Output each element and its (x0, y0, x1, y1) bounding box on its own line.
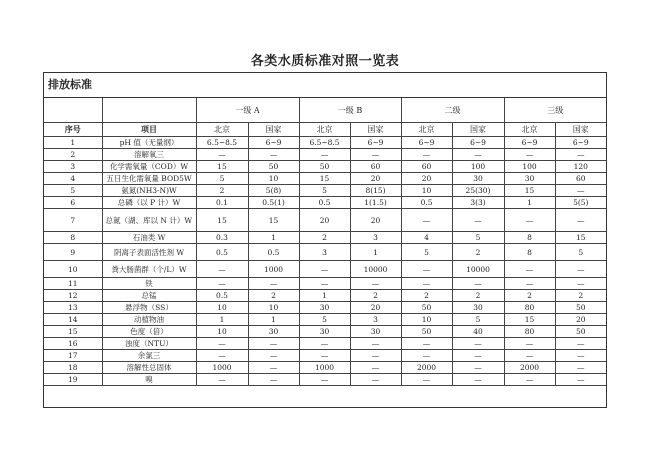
value-national: — (555, 209, 606, 232)
column-header-beijing: 北京 (401, 123, 452, 137)
row-number: 1 (44, 137, 102, 149)
row-item: 石油类 W (102, 232, 196, 244)
value-national: — (555, 374, 606, 386)
row-item: 五日生化需氧量 BOD5W (102, 173, 196, 185)
value-national: 25(30) (452, 185, 504, 197)
value-beijing: — (401, 209, 452, 232)
value-beijing: 0.3 (196, 232, 248, 244)
value-national: — (350, 362, 401, 374)
header-blank-item (102, 98, 196, 123)
value-beijing: 2 (196, 185, 248, 197)
value-national: — (350, 278, 401, 290)
row-number: 8 (44, 232, 102, 244)
value-national: 10 (248, 302, 299, 314)
value-national: 30 (452, 173, 504, 185)
value-national: — (452, 149, 504, 161)
table-row (44, 185, 606, 197)
sub-header-row (44, 123, 606, 137)
value-national: — (248, 149, 299, 161)
table-row (44, 261, 606, 278)
value-national: 5 (555, 244, 606, 261)
table-row (44, 350, 606, 362)
value-beijing: — (299, 350, 350, 362)
standards-table (44, 98, 606, 386)
value-national: 10 (248, 173, 299, 185)
value-beijing: — (299, 338, 350, 350)
value-beijing: 2000 (504, 362, 555, 374)
value-national: 3 (350, 314, 401, 326)
value-national: 60 (350, 161, 401, 173)
row-item: 化学需氧量（COD）W (102, 161, 196, 173)
value-national: — (248, 374, 299, 386)
row-number: 18 (44, 362, 102, 374)
value-beijing: — (196, 374, 248, 386)
value-national: 6~9 (452, 137, 504, 149)
value-beijing: 30 (299, 326, 350, 338)
table-row (44, 197, 606, 209)
row-item: 阴离子表面活性剂 W (102, 244, 196, 261)
value-national: 5(5) (555, 197, 606, 209)
value-beijing: 0.5 (196, 244, 248, 261)
value-beijing: 10 (401, 314, 452, 326)
value-beijing: 80 (504, 302, 555, 314)
grade-header-3: 三级 (504, 98, 606, 123)
value-national: — (555, 350, 606, 362)
value-national: 40 (452, 326, 504, 338)
value-national: — (248, 338, 299, 350)
column-header-national: 国家 (452, 123, 504, 137)
value-beijing: 100 (504, 161, 555, 173)
value-national: — (452, 338, 504, 350)
table-row (44, 374, 606, 386)
value-national: 0.5 (248, 244, 299, 261)
row-number: 15 (44, 326, 102, 338)
value-national: — (350, 350, 401, 362)
row-item: 总磷（以 P 计）W (102, 197, 196, 209)
value-beijing: 15 (299, 173, 350, 185)
table-row (44, 209, 606, 232)
row-number: 6 (44, 197, 102, 209)
value-beijing: — (504, 338, 555, 350)
value-national: 5 (452, 314, 504, 326)
value-beijing: — (196, 261, 248, 278)
value-beijing: — (504, 278, 555, 290)
table-row (44, 278, 606, 290)
table-row (44, 338, 606, 350)
value-national: 10000 (350, 261, 401, 278)
value-beijing: 20 (401, 173, 452, 185)
value-beijing: — (401, 374, 452, 386)
table-row (44, 302, 606, 314)
value-beijing: 6~9 (504, 137, 555, 149)
value-beijing: 80 (504, 326, 555, 338)
value-beijing: — (401, 350, 452, 362)
value-national: — (555, 261, 606, 278)
table-row (44, 232, 606, 244)
value-beijing: 6.5~8.5 (299, 137, 350, 149)
value-beijing: — (401, 149, 452, 161)
value-national: 2 (452, 244, 504, 261)
row-number: 7 (44, 209, 102, 232)
column-header-beijing: 北京 (196, 123, 248, 137)
value-beijing: — (504, 350, 555, 362)
value-beijing: — (196, 350, 248, 362)
column-header-no: 序号 (44, 123, 102, 137)
column-header-beijing: 北京 (504, 123, 555, 137)
column-header-national: 国家 (350, 123, 401, 137)
value-national: — (248, 362, 299, 374)
row-item: 总锰 (102, 290, 196, 302)
value-national: 50 (555, 326, 606, 338)
value-national: — (350, 374, 401, 386)
column-header-national: 国家 (248, 123, 299, 137)
value-beijing: — (401, 261, 452, 278)
value-beijing: — (196, 338, 248, 350)
value-national: 8(15) (350, 185, 401, 197)
value-beijing: 10 (196, 326, 248, 338)
value-national: 1(1.5) (350, 197, 401, 209)
value-national: — (555, 149, 606, 161)
value-national: 1 (248, 314, 299, 326)
value-beijing: 15 (504, 314, 555, 326)
value-beijing: — (504, 374, 555, 386)
column-header-item: 项目 (102, 123, 196, 137)
value-national: 15 (248, 209, 299, 232)
value-beijing: 15 (504, 185, 555, 197)
value-national: 30 (248, 326, 299, 338)
value-national: — (555, 185, 606, 197)
column-header-national: 国家 (555, 123, 606, 137)
value-beijing: 4 (401, 232, 452, 244)
row-number: 11 (44, 278, 102, 290)
value-national: — (248, 278, 299, 290)
value-beijing: 20 (299, 209, 350, 232)
value-beijing: — (299, 149, 350, 161)
value-national: 6~9 (350, 137, 401, 149)
value-beijing: 5 (401, 244, 452, 261)
row-number: 12 (44, 290, 102, 302)
section-header: 排放标准 (44, 73, 606, 98)
value-national: 10000 (452, 261, 504, 278)
row-item: 动植物油 (102, 314, 196, 326)
value-beijing: — (504, 149, 555, 161)
table-row (44, 161, 606, 173)
value-national: 20 (350, 302, 401, 314)
table-row (44, 137, 606, 149)
value-national: 50 (555, 302, 606, 314)
row-item: 氨氮(NH3-N)W (102, 185, 196, 197)
value-beijing: — (196, 149, 248, 161)
row-number: 13 (44, 302, 102, 314)
grade-header-2: 二级 (401, 98, 504, 123)
table-row (44, 314, 606, 326)
value-beijing: 1000 (299, 362, 350, 374)
value-national: — (555, 278, 606, 290)
row-item: 悬浮物（SS） (102, 302, 196, 314)
row-number: 17 (44, 350, 102, 362)
page-title: 各类水质标准对照一览表 (250, 54, 400, 69)
value-national: 15 (555, 232, 606, 244)
value-national: — (452, 362, 504, 374)
value-beijing: 2 (504, 290, 555, 302)
value-national: 3(3) (452, 197, 504, 209)
row-item: 溶解氧三 (102, 149, 196, 161)
row-item: 铁 (102, 278, 196, 290)
value-national: 6~9 (248, 137, 299, 149)
value-beijing: — (299, 261, 350, 278)
value-beijing: 10 (196, 302, 248, 314)
value-national: 1 (350, 244, 401, 261)
row-number: 19 (44, 374, 102, 386)
value-beijing: — (299, 374, 350, 386)
table-row (44, 326, 606, 338)
value-national: — (350, 338, 401, 350)
value-beijing: 0.5 (299, 197, 350, 209)
value-beijing: 2000 (401, 362, 452, 374)
table-row (44, 173, 606, 185)
value-national: 5(8) (248, 185, 299, 197)
value-national: 30 (350, 326, 401, 338)
value-national: 20 (350, 209, 401, 232)
row-number: 10 (44, 261, 102, 278)
table-row (44, 244, 606, 261)
value-national: — (452, 374, 504, 386)
value-beijing: — (504, 209, 555, 232)
value-beijing: — (299, 278, 350, 290)
value-beijing: 60 (401, 161, 452, 173)
value-beijing: — (401, 338, 452, 350)
value-beijing: 30 (504, 173, 555, 185)
row-item: 余氯三 (102, 350, 196, 362)
value-beijing: 5 (299, 185, 350, 197)
value-national: 120 (555, 161, 606, 173)
value-national: — (555, 338, 606, 350)
value-national: 100 (452, 161, 504, 173)
value-national: 5 (452, 232, 504, 244)
header-blank-no (44, 98, 102, 123)
row-item: 粪大肠菌群（个/L）W (102, 261, 196, 278)
value-national: 30 (452, 302, 504, 314)
table-row (44, 362, 606, 374)
value-national: 2 (555, 290, 606, 302)
row-number: 9 (44, 244, 102, 261)
column-header-beijing: 北京 (299, 123, 350, 137)
value-national: — (452, 350, 504, 362)
value-beijing: 50 (401, 302, 452, 314)
value-beijing: — (196, 278, 248, 290)
value-national: 1000 (248, 261, 299, 278)
grade-header-1a: 一级 A (196, 98, 299, 123)
value-beijing: 3 (299, 244, 350, 261)
value-beijing: 15 (196, 161, 248, 173)
value-national: — (452, 209, 504, 232)
table-body (44, 137, 606, 386)
value-national: 1 (248, 232, 299, 244)
row-number: 4 (44, 173, 102, 185)
value-national: 2 (350, 290, 401, 302)
value-beijing: 1 (196, 314, 248, 326)
value-national: 2 (452, 290, 504, 302)
value-beijing: 2 (401, 290, 452, 302)
value-beijing: 1 (299, 290, 350, 302)
row-number: 3 (44, 161, 102, 173)
row-number: 2 (44, 149, 102, 161)
row-item: 嗅 (102, 374, 196, 386)
row-number: 14 (44, 314, 102, 326)
value-beijing: — (401, 278, 452, 290)
value-national: — (350, 149, 401, 161)
row-item: 浊度（NTU） (102, 338, 196, 350)
value-national: — (555, 362, 606, 374)
table-row (44, 290, 606, 302)
value-beijing: 0.5 (401, 197, 452, 209)
value-beijing: 50 (401, 326, 452, 338)
value-beijing: 6~9 (401, 137, 452, 149)
value-national: 3 (350, 232, 401, 244)
row-item: 溶解性总固体 (102, 362, 196, 374)
value-beijing: 5 (299, 314, 350, 326)
value-national: — (248, 350, 299, 362)
value-beijing: 5 (196, 173, 248, 185)
value-beijing: 1 (504, 197, 555, 209)
value-national: 20 (350, 173, 401, 185)
grade-header-1b: 一级 B (299, 98, 401, 123)
value-national: 20 (555, 314, 606, 326)
value-national: 60 (555, 173, 606, 185)
grade-header-row (44, 98, 606, 123)
row-item: 总氮（湖、库以 N 计）W (102, 209, 196, 232)
value-beijing: 10 (401, 185, 452, 197)
value-national: 50 (248, 161, 299, 173)
value-beijing: 8 (504, 244, 555, 261)
value-beijing: 15 (196, 209, 248, 232)
value-national: — (452, 278, 504, 290)
value-beijing: 0.5 (196, 290, 248, 302)
table-row (44, 149, 606, 161)
row-item: 色度（倍） (102, 326, 196, 338)
value-beijing: 0.1 (196, 197, 248, 209)
row-number: 5 (44, 185, 102, 197)
value-beijing: — (504, 261, 555, 278)
value-national: 0.5(1) (248, 197, 299, 209)
value-beijing: 8 (504, 232, 555, 244)
row-item: pH 值（无量纲） (102, 137, 196, 149)
value-beijing: 2 (299, 232, 350, 244)
value-beijing: 6.5~8.5 (196, 137, 248, 149)
value-national: 2 (248, 290, 299, 302)
value-beijing: 50 (299, 161, 350, 173)
standards-table-frame (43, 72, 607, 408)
value-beijing: 1000 (196, 362, 248, 374)
value-national: 6~9 (555, 137, 606, 149)
row-number: 16 (44, 338, 102, 350)
value-beijing: 30 (299, 302, 350, 314)
